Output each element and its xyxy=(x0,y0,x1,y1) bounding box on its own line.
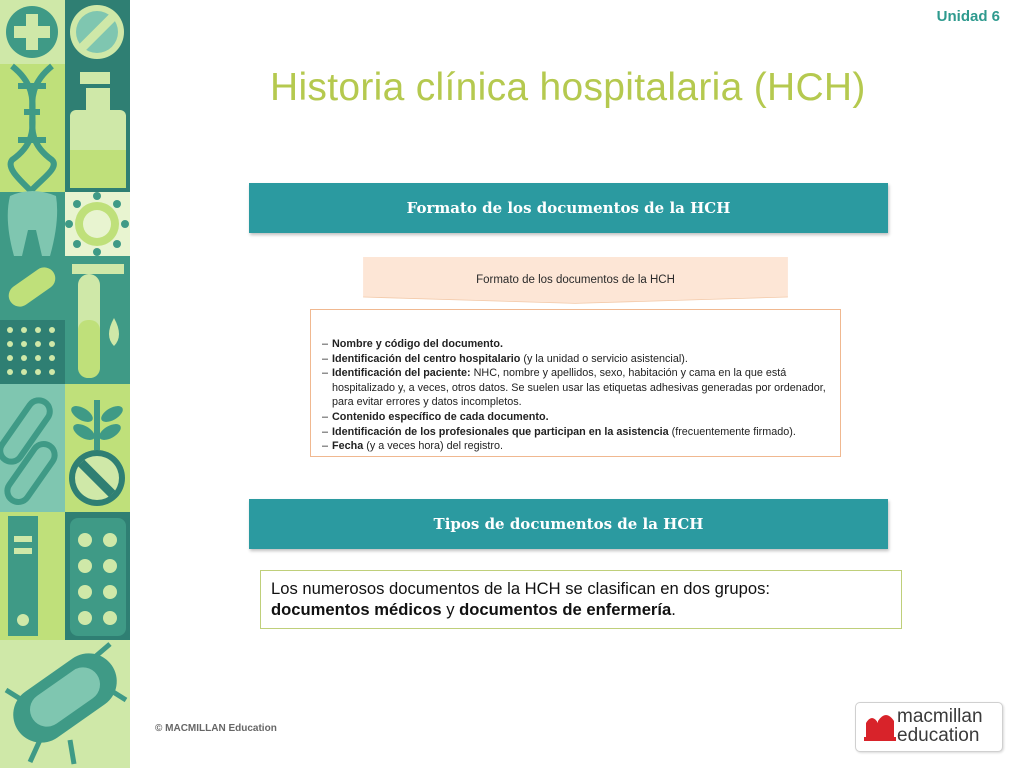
summary-term-nursing: documentos de enfermería xyxy=(459,600,672,619)
list-item: – Contenido específico de cada documento. xyxy=(322,410,834,425)
decorative-pattern xyxy=(0,0,130,768)
medical-cross-icon xyxy=(6,6,58,58)
pill-icon xyxy=(69,450,125,506)
pill-icon xyxy=(70,5,124,59)
decorative-sidebar xyxy=(0,0,130,768)
copyright-notice: © MACMILLAN Education xyxy=(155,723,277,734)
document-format-figure xyxy=(309,257,842,458)
document-heading: Formato de los documentos de la HCH xyxy=(476,274,675,286)
list-item: – Identificación del paciente: NHC, nombre y apellidos, sexo, habitación y cama en la que está hospitalizado y, a veces, otros datos. Se suelen usar las etiquetas adhesivas generadas por ordenador, para evitar errores y datos incompletos. xyxy=(322,366,834,410)
pill-blister-icon xyxy=(70,518,126,636)
list-item: – Identificación de los profesionales que participan en la asistencia (frecuentemente firmado). xyxy=(322,425,834,440)
summary-term-medical: documentos médicos xyxy=(271,600,442,619)
macmillan-logo-text: macmillan education xyxy=(897,706,983,746)
document-item-list xyxy=(311,310,840,454)
summary-box: Los numerosos documentos de la HCH se clasifican en dos grupos: documentos médicos y documentos de enfermería. xyxy=(260,570,902,629)
page-title: Historia clínica hospitalaria (HCH) xyxy=(270,66,866,109)
macmillan-logo xyxy=(855,702,1003,752)
document-body xyxy=(310,309,841,457)
list-item: – Fecha (y a veces hora) del registro. xyxy=(322,439,834,454)
list-item: – Nombre y código del documento. xyxy=(322,337,834,352)
unit-label: Unidad 6 xyxy=(936,8,1000,25)
binder-icon xyxy=(8,516,38,636)
macmillan-logo-icon xyxy=(860,703,900,751)
summary-line: Los numerosos documentos de la HCH se clasifican en dos grupos: xyxy=(271,579,770,598)
section-bar-types: Tipos de documentos de la HCH xyxy=(249,499,888,549)
section-bar-format: Formato de los documentos de la HCH xyxy=(249,183,888,233)
list-item: – Identificación del centro hospitalario (y la unidad o servicio asistencial). xyxy=(322,352,834,367)
